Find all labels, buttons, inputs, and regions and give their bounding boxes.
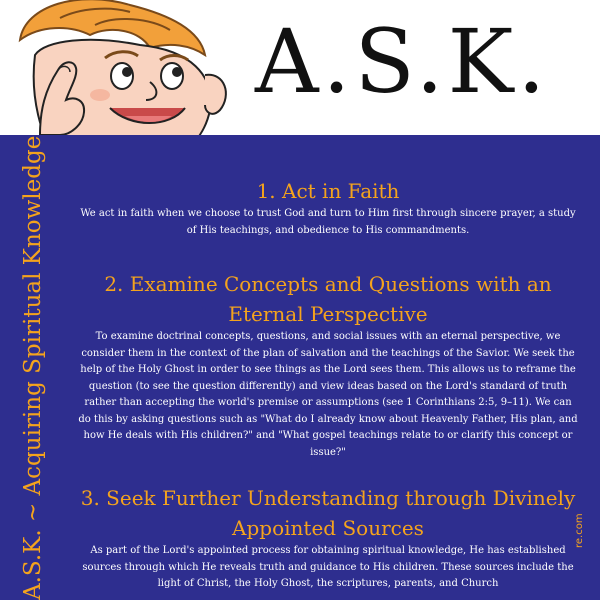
section-title: 3. Seek Further Understanding through Divinely Appointed Sources — [80, 486, 576, 540]
section-body: To examine doctrinal concepts, questions, and social issues with an eternal perspective, we consider them in the context of the plan of salvation and the teachings of the Savior. We seek the help of the Holy Ghost in order to see things as the Lord sees them. This allows us to reframe the question (to see the question differently) and view ideas based on the Lord's standard of truth rather than accepting the world's premise or assumptions (see 1 Corinthians 2:5, 9–11). We can do this by asking questions such as "What do I already know about Heavenly Father, His plan, and how He deals with His children?" and "What gospel teachings relate to or clarify this concept or issue?" — [78, 331, 578, 458]
header — [0, 0, 600, 135]
section-title: 1. Act in Faith — [256, 179, 400, 203]
side-label: A.S.K. ~ Acquiring Spiritual Knowledge — [20, 135, 46, 600]
page-title: A.S.K. — [255, 10, 550, 113]
section-title: 2. Examine Concepts and Questions with an Eternal Perspective — [104, 272, 552, 326]
site-credit: re.com — [574, 513, 585, 548]
section-examine-concepts — [78, 269, 578, 461]
section-body: We act in faith when we choose to trust God and turn to Him first through sincere prayer, a study of His teachings, and obedience to His commandments. — [80, 208, 576, 236]
section-body: As part of the Lord's appointed process for obtaining spiritual knowledge, He has established sources through which He reveals truth and guidance to His children. These sources include the light of Christ, the Holy Ghost, the scriptures, parents, and Church — [82, 545, 574, 589]
steps-content — [78, 170, 578, 593]
section-act-in-faith — [78, 176, 578, 239]
section-seek-understanding — [78, 483, 578, 593]
thinking-boy-illustration — [0, 0, 250, 135]
